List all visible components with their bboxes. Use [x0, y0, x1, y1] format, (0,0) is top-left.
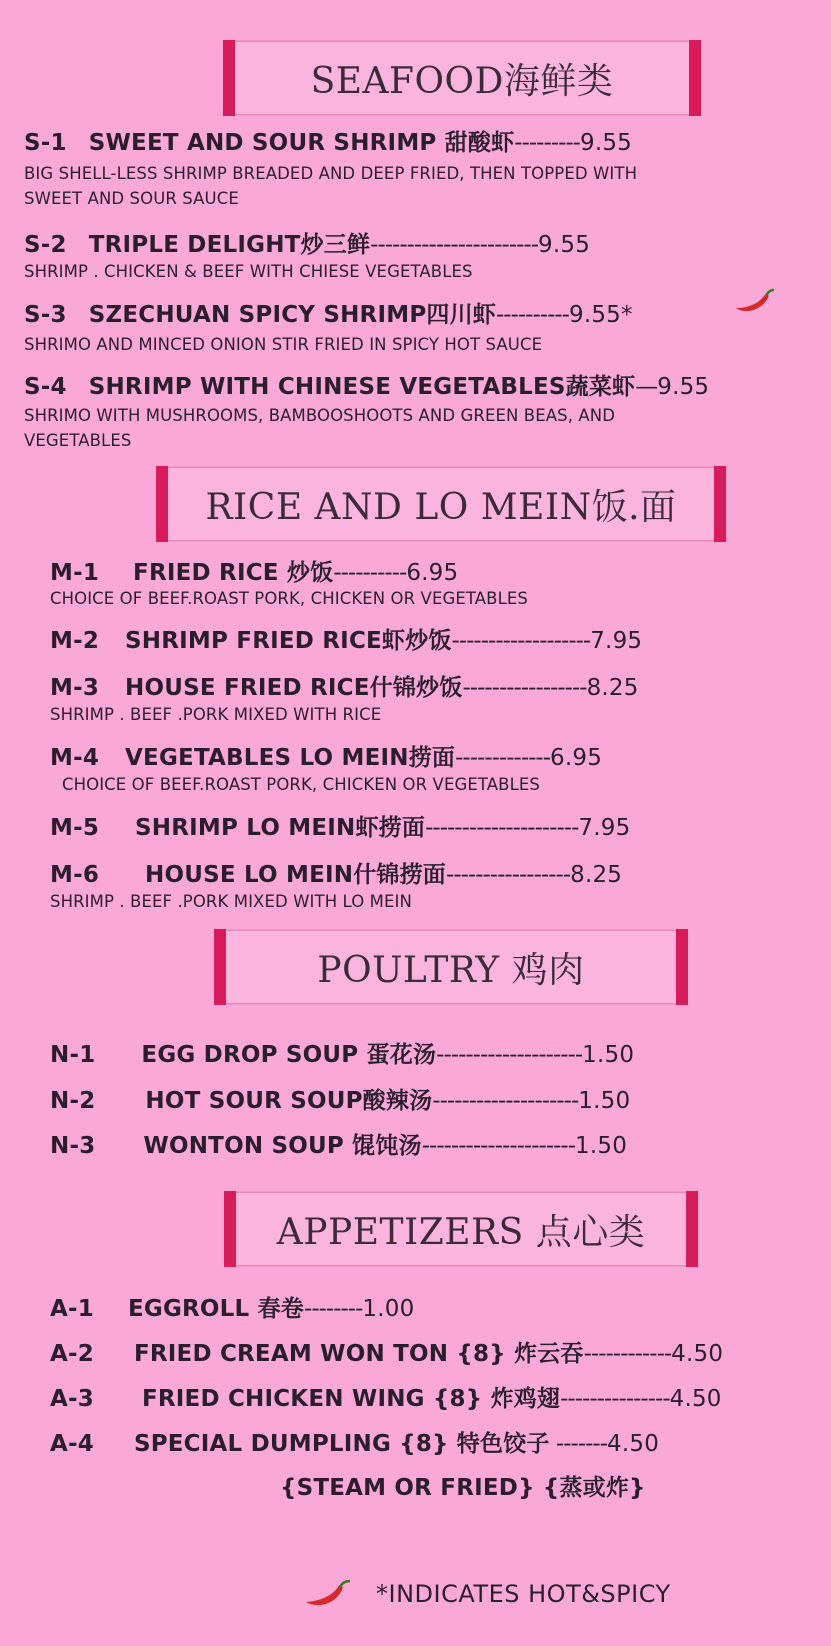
item-description: SHRIMO AND MINCED ONION STIR FRIED IN SPICY HOT SAUCE	[24, 335, 543, 354]
item-description: SHRIMP . BEEF .PORK MIXED WITH RICE	[50, 705, 382, 724]
menu-item-n3: N-3 WONTON SOUP 馄饨汤---------------------1.50	[50, 1133, 628, 1159]
menu-item-m4: M-4 VEGETABLES LO MEIN捞面-------------6.95	[50, 745, 603, 771]
menu-item-s3: S-3 SZECHUAN SPICY SHRIMP四川虾----------9.55*	[24, 302, 633, 328]
section-header-rice	[161, 467, 721, 541]
menu-item-s1: S-1 SWEET AND SOUR SHRIMP 甜酸虾---------9.55	[24, 130, 632, 156]
chili-pepper-icon	[732, 288, 776, 316]
menu-item-a2: A-2 FRIED CREAM WON TON {8} 炸云吞------------4.50	[50, 1341, 724, 1367]
section-title: APPETIZERS 点心类	[276, 1211, 646, 1253]
item-description: CHOICE OF BEEF.ROAST PORK, CHICKEN OR VEGETABLES	[62, 775, 540, 794]
menu-item-m3: M-3 HOUSE FRIED RICE什锦炒饭-----------------8.25	[50, 675, 639, 701]
item-option-note: {STEAM OR FRIED} {蒸或炸}	[280, 1475, 646, 1501]
menu-item-m6: M-6 HOUSE LO MEIN什锦捞面-----------------8.25	[50, 862, 623, 888]
section-header-poultry	[219, 930, 683, 1004]
menu-item-m2: M-2 SHRIMP FRIED RICE虾炒饭-------------------7.95	[50, 628, 643, 654]
item-description: SHRIMO WITH MUSHROOMS, BAMBOOSHOOTS AND GREEN BEAS, AND	[24, 406, 616, 425]
item-description: VEGETABLES	[24, 431, 132, 450]
item-description: SHRIMP . CHICKEN & BEEF WITH CHIESE VEGETABLES	[24, 262, 473, 281]
menu-item-n2: N-2 HOT SOUR SOUP酸辣汤--------------------1.50	[50, 1088, 631, 1114]
menu-item-s4: S-4 SHRIMP WITH CHINESE VEGETABLES蔬菜虾—9.55	[24, 374, 710, 400]
item-description: BIG SHELL-LESS SHRIMP BREADED AND DEEP FRIED, THEN TOPPED WITH	[24, 164, 638, 183]
section-title: SEAFOOD海鲜类	[310, 60, 614, 102]
menu-item-a4: A-4 SPECIAL DUMPLING {8} 特色饺子 -------4.50	[50, 1431, 660, 1457]
hot-spicy-note: *INDICATES HOT&SPICY	[376, 1580, 671, 1608]
item-description: CHOICE OF BEEF.ROAST PORK, CHICKEN OR VEGETABLES	[50, 589, 528, 608]
section-header-seafood	[228, 41, 696, 115]
section-header-appetizers	[229, 1192, 693, 1266]
menu-item-a3: A-3 FRIED CHICKEN WING {8} 炸鸡翅---------------4.50	[50, 1386, 722, 1412]
menu-item-m1: M-1 FRIED RICE 炒饭----------6.95	[50, 560, 459, 586]
menu-item-s2: S-2 TRIPLE DELIGHT炒三鲜-----------------------9.55	[24, 232, 591, 258]
menu-item-a1: A-1 EGGROLL 春卷--------1.00	[50, 1296, 415, 1322]
item-description: SWEET AND SOUR SAUCE	[24, 189, 239, 208]
menu-item-m5: M-5 SHRIMP LO MEIN虾捞面---------------------7.95	[50, 815, 631, 841]
section-title: POULTRY 鸡肉	[317, 949, 585, 991]
menu-item-n1: N-1 EGG DROP SOUP 蛋花汤--------------------1.50	[50, 1042, 635, 1068]
section-title: RICE AND LO MEIN饭.面	[205, 486, 677, 528]
item-description: SHRIMP . BEEF .PORK MIXED WITH LO MEIN	[50, 892, 412, 911]
chili-pepper-icon	[302, 1578, 352, 1610]
